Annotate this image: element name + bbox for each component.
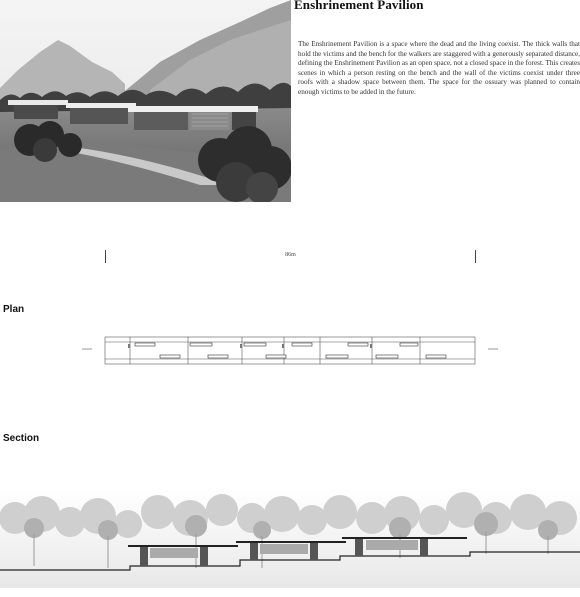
plan-drawing: [80, 335, 500, 367]
project-description: The Enshrinement Pavilion is a space where the dead and the living coexist. The thick walls that hold the victims and the bench for the walkers are staggered with a generously separated distance, defining the Enshrinement Pavilion as an open space, not a closed space in the forest. This creates scenes in which a person resting on the bench and the wall of the victims coexist under three roofs with a shadow space between them. The space for the ossuary was planned to contain enough victims to be added in the future.: [298, 40, 580, 96]
page-title: Enshrinement Pavilion: [294, 0, 424, 12]
plan-heading: Plan: [3, 304, 25, 315]
dimension-line: [105, 248, 476, 266]
plan-benches: [135, 343, 446, 358]
pavilion-perspective-render: [0, 0, 291, 202]
dimension-label: 86m: [285, 252, 296, 258]
section-heading: Section: [3, 433, 40, 444]
section-drawing: [0, 488, 580, 588]
